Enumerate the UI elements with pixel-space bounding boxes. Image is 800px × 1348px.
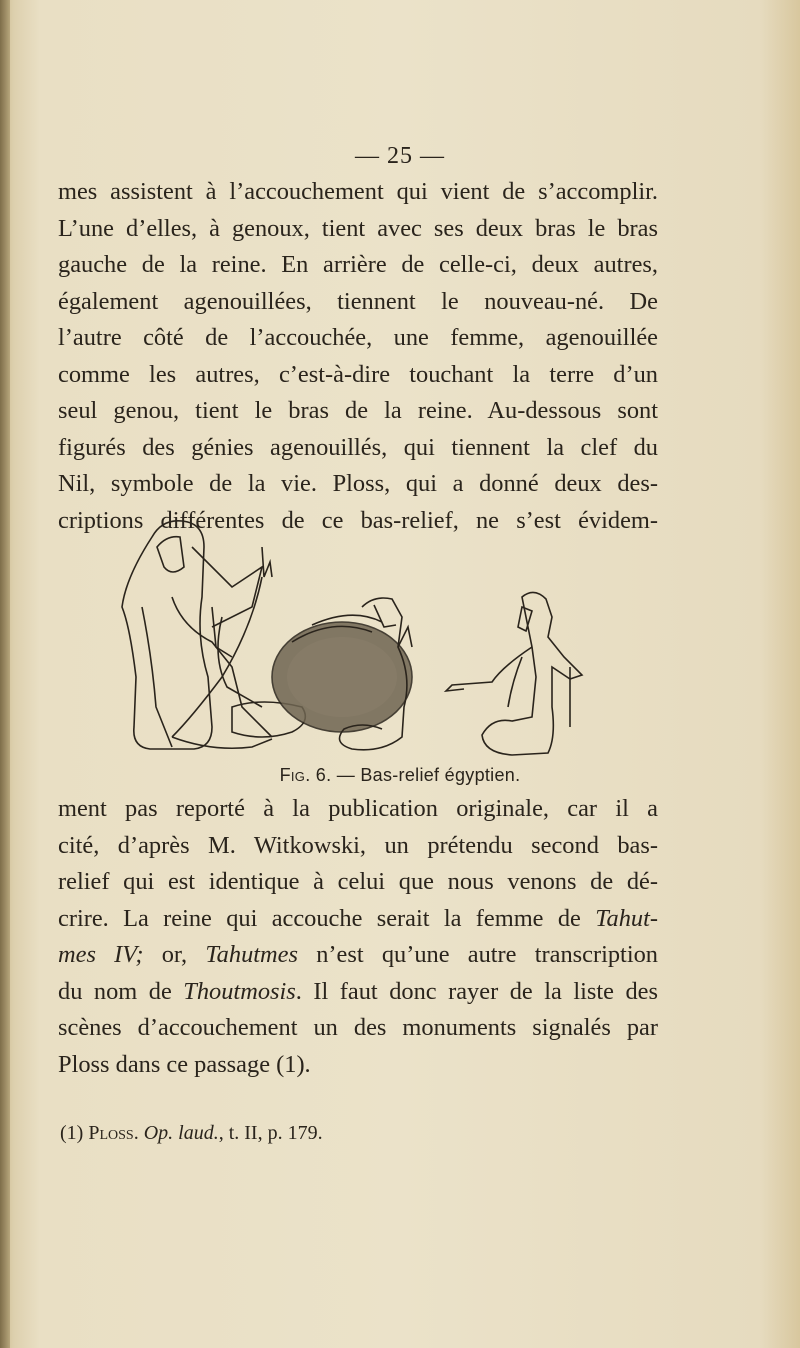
text-line: mes assistent à l’accouchement qui vient de s’accomplir. — [58, 178, 658, 205]
text-line: cité, d’après M. Witkowski, un prétendu second bas- — [58, 831, 658, 859]
text-span: crire. La reine qui accouche serait la femme de — [58, 904, 596, 932]
text-line: scènes d’accouchement un des monuments signalés par — [58, 1014, 658, 1041]
text-span: . — [133, 1122, 144, 1144]
bas-relief-figure — [112, 507, 592, 767]
text-line: figurés des génies agenouillés, qui tiennent la clef du — [58, 433, 658, 461]
italic-span: Tahut- — [595, 904, 658, 932]
text-line: criptions différentes de ce bas-relief, ne s’est évidem- — [58, 506, 658, 534]
text-line: L’une d’elles, à genoux, tient avec ses deux bras le bras — [58, 214, 658, 242]
italic-span: Tahutmes — [205, 941, 298, 968]
figure-caption-text: — Bas-relief égyptien. — [331, 765, 521, 785]
text-line: seul genou, tient le bras de la reine. Au-dessous sont — [58, 397, 658, 424]
text-line — [58, 901, 658, 938]
page-number: — 25 — — [355, 143, 445, 169]
footnote-marker: (1) — [60, 1122, 89, 1144]
text-line: Nil, symbole de la vie. Ploss, qui a donné deux des- — [58, 470, 658, 497]
figure-label: Fig. 6. — [279, 765, 332, 785]
text-line — [58, 974, 658, 1011]
text-span: . Il faut donc rayer de la liste des — [295, 977, 658, 1005]
text-line: également agenouillées, tiennent le nouveau-né. De — [58, 287, 658, 315]
text-line: Ploss dans ce passage (1). — [58, 1050, 311, 1078]
italic-span: mes IV; — [58, 941, 144, 968]
text-line: comme les autres, c’est-à-dire touchant la terre d’un — [58, 360, 658, 388]
text-line: gauche de la reine. En arrière de celle-ci, deux autres, — [58, 251, 658, 278]
figure-caption — [0, 765, 800, 786]
footnote-work: Op. laud. — [143, 1122, 219, 1144]
text-span: n’est qu’une autre transcription — [297, 941, 658, 968]
text-line: ment pas reporté à la publication originale, car il a — [58, 795, 658, 822]
paragraph-1 — [58, 174, 658, 539]
text-span: or, — [143, 941, 206, 968]
footnote — [60, 1122, 660, 1145]
italic-span: Thoutmosis — [183, 977, 296, 1005]
page-gutter-shadow — [0, 0, 10, 1348]
footnote-author: Ploss — [88, 1122, 134, 1144]
bas-relief-drawing — [112, 507, 592, 767]
text-span: du nom de — [58, 977, 184, 1005]
text-line — [58, 937, 658, 974]
text-line: l’autre côté de l’accouchée, une femme, agenouillée — [58, 324, 658, 351]
text-line: relief qui est identique à celui que nous venons de dé- — [58, 868, 658, 895]
paragraph-2 — [58, 791, 658, 1083]
text-span: , t. II, p. 179. — [218, 1122, 323, 1144]
